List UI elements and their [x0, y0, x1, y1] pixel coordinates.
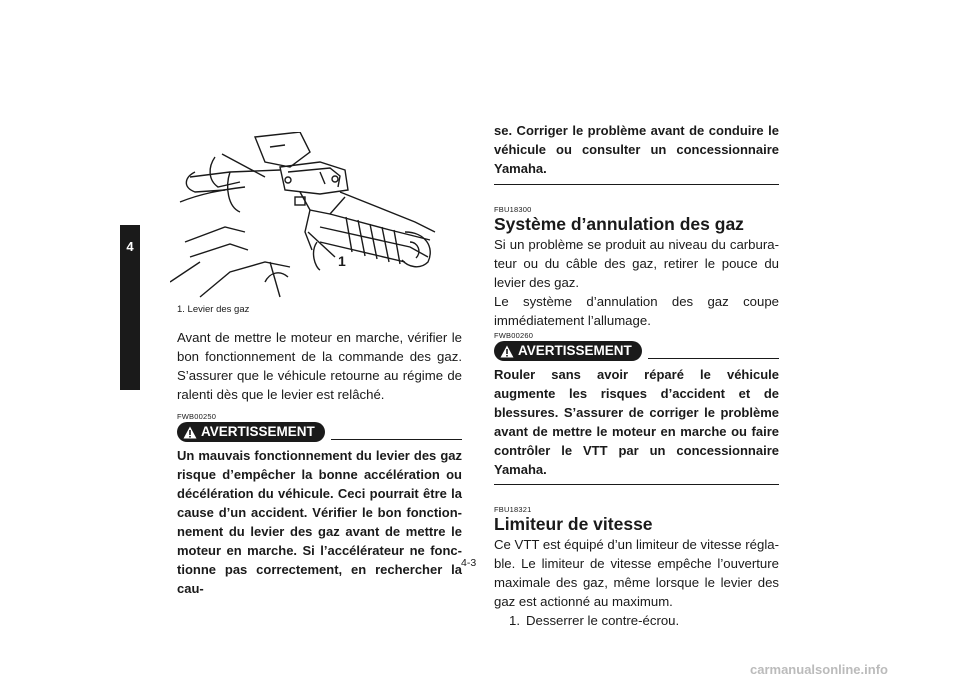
warning-badge: [177, 422, 325, 442]
section-paragraph: Ce VTT est équipé d’un limiteur de vitesse réglable. Le limiteur de vitesse empêche l’ouverture maximale des gaz, même lorsque le levier des gaz est actionné au maximum.: [494, 537, 779, 609]
section-code: FBU18321: [494, 505, 532, 514]
figure-callout: 1: [338, 253, 346, 269]
chapter-number: 4: [126, 239, 134, 254]
warning-triangle-icon: [500, 345, 514, 358]
step-number: 1.: [509, 613, 520, 628]
watermark: carmanualsonline.info: [750, 662, 888, 677]
warning-text: Rouler sans avoir réparé le véhicule augmente les risques d’accident et de blessures. S’assurer de corriger le problème avant de mettre le moteur en marche ou faire contrôler le VTT par un concessionnaire Yamaha.: [494, 367, 779, 477]
warning-rule: [331, 439, 462, 440]
warning-label: AVERTISSEMENT: [201, 424, 315, 439]
section-title-throttle-override: Système d’annulation des gaz: [494, 214, 744, 234]
warning-header: [177, 422, 462, 442]
warning-code: FWB00250: [177, 412, 217, 421]
warning-text: Un mauvais fonctionnement du levier des gaz risque d’empêcher la bonne accélération ou décélération du véhicule. Ceci pourrait être la cause d’un accident. Vérifier le bon fonctionnement du levier des gaz avant de mettre le moteur en marche. Si l’accélérateur ne fonctionne pas correctement, en rechercher la cau-: [177, 448, 462, 596]
left-column: [177, 304, 462, 598]
step-text: Desserrer le contre-écrou.: [526, 613, 680, 628]
step-item: [494, 611, 779, 630]
chapter-tab: [120, 225, 140, 390]
throttle-check-paragraph: Avant de mettre le moteur en marche, vérifier le bon fonctionnement de la commande des gaz. S’assurer que le véhicule retourne au régime de ralenti dès que le levier est relâché.: [177, 330, 462, 402]
figure-caption: 1. Levier des gaz: [177, 304, 250, 315]
warning-code: FWB00260: [494, 331, 534, 340]
right-column: [494, 121, 779, 630]
warning-header: [494, 341, 779, 361]
warning-end-rule: [494, 184, 779, 185]
section-title-speed-limiter: Limiteur de vitesse: [494, 514, 653, 534]
section-paragraph: Si un problème se produit au niveau du carburateur ou du câble des gaz, retirer le pouce du levier des gaz.: [494, 237, 779, 290]
page-number: 4-3: [461, 557, 477, 569]
warning-rule: [648, 358, 779, 359]
warning-end-rule: [494, 484, 779, 485]
warning-badge: [494, 341, 642, 361]
continued-warning-text: se. Corriger le problème avant de conduire le véhicule ou consulter un concessionnaire Yamaha.: [494, 123, 779, 176]
section-paragraph: Le système d’annulation des gaz coupe immédiatement l’allumage.: [494, 294, 779, 328]
warning-triangle-icon: [183, 426, 197, 439]
warning-label: AVERTISSEMENT: [518, 343, 632, 358]
section-code: FBU18300: [494, 205, 532, 214]
throttle-lever-illustration: [170, 132, 460, 300]
